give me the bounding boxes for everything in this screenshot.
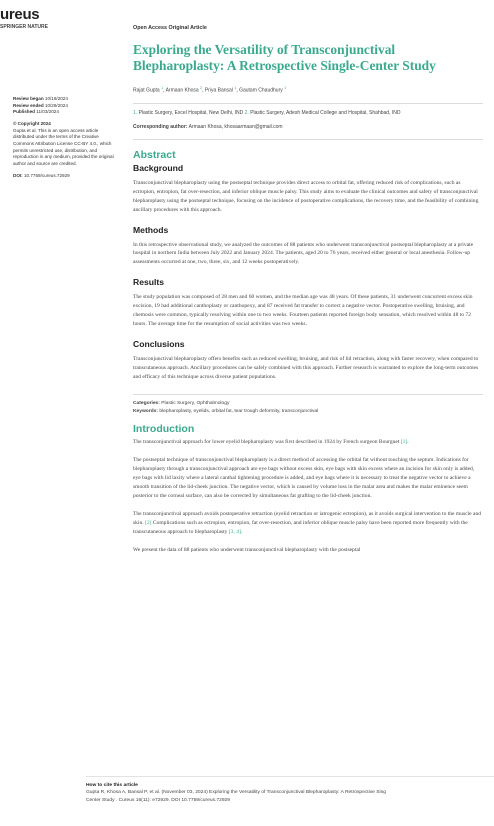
keywords-line bbox=[133, 408, 483, 416]
article-main bbox=[133, 25, 483, 555]
intro-p3-text-b: Complications such as ectropion, entropion, fat over-resection, and inferior oblique muscle palsy have been reported more frequently with the transcutaneous approach to blepharoplasty bbox=[133, 519, 468, 535]
intro-paragraph-3: The transconjunctival approach avoids postoperative retraction (eyelid retraction or iatrogenic ectropion), as it avoids surgical intervention to the muscle and skin. [2] Complications such as ectropion, entropion, fat over-resection, and inferior oblique muscle palsy have been reported more frequently with the transcutaneous approach to blepharoplasty [3, 4]. bbox=[133, 510, 481, 535]
intro-p3-text-a: The transconjunctival approach avoids postoperative retraction (eyelid retraction or iatrogenic ectropion), as it avoids surgical intervention to the muscle and skin. bbox=[133, 510, 481, 526]
review-ended-date: 10/29/2024 bbox=[44, 102, 68, 108]
copyright-text: © Copyright 2024 bbox=[13, 120, 51, 126]
affil-number: 2. bbox=[244, 109, 249, 116]
affiliations bbox=[133, 110, 483, 118]
categories-label: Categories: bbox=[133, 401, 160, 407]
corresponding-author bbox=[133, 124, 483, 130]
review-began-label: Review began bbox=[13, 96, 44, 101]
cite-line-1: Gupta R, Khosa A, Bansal P, et al. (November 03, 2024) Exploring the Versatility of Transconjunctival Blepharoplasty: A Retrospective Sing bbox=[86, 790, 387, 796]
intro-paragraph-4: We present the data of 88 patients who underwent transconjunctival blepharoplasty with the postseptal bbox=[133, 546, 361, 553]
author-affil-sup: 1 bbox=[234, 86, 237, 91]
author-affil-sup: 2 bbox=[200, 86, 203, 91]
author-link[interactable]: Priya Bansal bbox=[204, 87, 233, 94]
categories-value[interactable]: Plastic Surgery, Ophthalmology bbox=[161, 401, 230, 407]
logo-wordmark: ureus bbox=[0, 6, 40, 23]
methods-paragraph: In this retrospective observational study, we analyzed the outcomes of 88 patients who underwent transconjunctival postseptal blepharoplasty at a private hospital in northern India between July 2022 and January 2024. The patients, aged 20 to 76 years, received either general or local anesthesia. Follow-up assessments occurred at one, two, three, six, and 12 weeks postoperatively. bbox=[133, 241, 474, 266]
background-paragraph: Transconjunctival blepharoplasty using the postseptal technique provides direct access to orbital fat, offering reduced risk of complications, such as ectropion, entropion, fat over-resection, and inferior oblique muscle palsy. This study aims to evaluate the clinical outcomes and safety of transconjunctival blepharoplasty using the postseptal technique, focusing on the incidence of postoperative complications, the recovery time, and the feasibility of combining ancillary procedures with this approach. bbox=[133, 179, 479, 213]
results-paragraph: The study population was composed of 28 men and 60 women, and the median age was 48 years. Of these patients, 31 underwent concurrent excess skin excision, 19 had additional canthoplasty or canthopexy, and 87 received fat transfer to correct a negative vector. Postoperative swelling, bruising, and chemosis were common, typically resolving within one to two weeks. Fourteen patients reported foreign body sensation, which resolved within 48 to 72 hours. The average time for the resumption of social activities was two weeks. bbox=[133, 294, 473, 328]
intro-p1-text: The transconjunctival approach for lower eyelid blepharoplasty was first described in 1924 by French surgeon Bourguet bbox=[133, 439, 400, 446]
review-ended-label: Review ended bbox=[13, 102, 44, 108]
footer-divider bbox=[86, 776, 494, 777]
divider bbox=[133, 139, 483, 140]
corresponding-contact[interactable]: Armaan Khosa, khosaarmaan@gmail.com bbox=[188, 123, 283, 130]
citation-link[interactable]: [3, 4] bbox=[228, 528, 241, 535]
author-list: Rajat Gupta $^1$, Armaan Khosa $^2$, Priya Bansal $^1$, Gautam Chaudhury $^1$ bbox=[133, 86, 287, 94]
background-heading: Background bbox=[133, 162, 184, 173]
keywords-label: Keywords: bbox=[133, 409, 159, 415]
author-affil-sup: 1 bbox=[284, 86, 287, 91]
keywords-value[interactable]: blepharoplasty, eyelids, orbital fat, tear trough deformity, transconjunctival bbox=[159, 409, 319, 415]
author-link[interactable]: Rajat Gupta bbox=[133, 87, 160, 94]
doi-label: DOI: bbox=[13, 172, 23, 178]
copyright bbox=[13, 121, 121, 128]
published-date: 11/03/2024 bbox=[36, 109, 59, 115]
citation-link[interactable]: [2] bbox=[145, 519, 152, 526]
journal-logo bbox=[0, 6, 48, 30]
published-label: Published bbox=[13, 109, 35, 115]
divider bbox=[133, 394, 483, 395]
results-heading: Results bbox=[133, 277, 165, 288]
doi-link[interactable]: 10.7759/cureus.72929 bbox=[23, 172, 70, 178]
cite-line-2: Center Study . Cureus 16(11): e72929. DOI 10.7759/cureus.72929 bbox=[86, 797, 231, 803]
affiliation-1: Plastic Surgery, Excel Hospital, New Delhi, IND bbox=[138, 109, 244, 116]
author-affil-sup: 1 bbox=[161, 86, 164, 91]
conclusions-paragraph: Transconjunctival blepharoplasty offers benefits such as reduced swelling, bruising, and risk of lid retraction, along with faster recovery, when compared to transcutaneous approach. Ancillary procedures can be safely combined with this approach. Further research is warranted to explore the long-term outcomes and efficacy of this technique across diverse patient populations. bbox=[133, 356, 479, 381]
doi-row[interactable] bbox=[13, 173, 121, 180]
article-title: Exploring the Versatility of Transconjunctival Blepharoplasty: A Retrospective Single-Center Study bbox=[133, 42, 436, 74]
intro-paragraph-2: The postseptal technique of transconjunctival blepharoplasty is a direct method of accessing the orbital fat without touching the septum. Indications for blepharoplasty through a transconjunctival approach are eye bags without excess skin, eye bags with skin excess where an incision for skin only is added, eye bags with lid laxity where a lateral canthal tightening procedure is added, and eye bags where it is necessary to treat the negative vector to achieve a smooth transition of the lid-cheek junction. The negative vector, which is caused by volume loss in the malar area and makes the malar eminence seem posterior to the corneal surface, can also be corrected by simultaneous fat grafting to the lid-cheek junction. bbox=[133, 457, 475, 499]
citation-link[interactable]: [1] bbox=[400, 439, 408, 446]
logo-publisher: SPRINGER NATURE bbox=[0, 24, 48, 30]
categories-line bbox=[133, 400, 483, 408]
article-type-label: Open Access Original Article bbox=[133, 25, 207, 31]
intro-paragraph-1: The transconjunctival approach for lower eyelid blepharoplasty was first described in 1924 by French surgeon Bourguet [1]. bbox=[133, 439, 409, 446]
citation-footer bbox=[86, 782, 494, 804]
review-began-date: 10/19/2024 bbox=[44, 96, 68, 101]
methods-heading: Methods bbox=[133, 224, 169, 235]
divider bbox=[133, 103, 483, 104]
conclusions-heading: Conclusions bbox=[133, 339, 185, 350]
article-sidebar bbox=[13, 96, 121, 179]
published-row bbox=[13, 109, 121, 116]
license-text: Gupta et al. This is an open access article distributed under the terms of the Creative Commons Attribution License CC-BY 4.0., which permits unrestricted use, distribution, and reproduction in any medium, provided the original author and source are credited. bbox=[13, 127, 114, 166]
author-link[interactable]: Gautam Chaudhury bbox=[239, 87, 283, 94]
abstract-heading: Abstract bbox=[133, 148, 176, 161]
review-began-row bbox=[13, 96, 121, 103]
review-ended-row bbox=[13, 103, 121, 110]
corresponding-label: Corresponding author: bbox=[133, 123, 188, 130]
author-link[interactable]: Armaan Khosa bbox=[165, 87, 199, 94]
cite-heading: How to cite this article bbox=[86, 783, 138, 788]
introduction-heading: Introduction bbox=[133, 423, 195, 436]
affiliation-2: Plastic Surgery, Adesh Medical College and Hospital, Shahbad, IND bbox=[250, 109, 401, 116]
affil-number: 1. bbox=[133, 109, 138, 116]
